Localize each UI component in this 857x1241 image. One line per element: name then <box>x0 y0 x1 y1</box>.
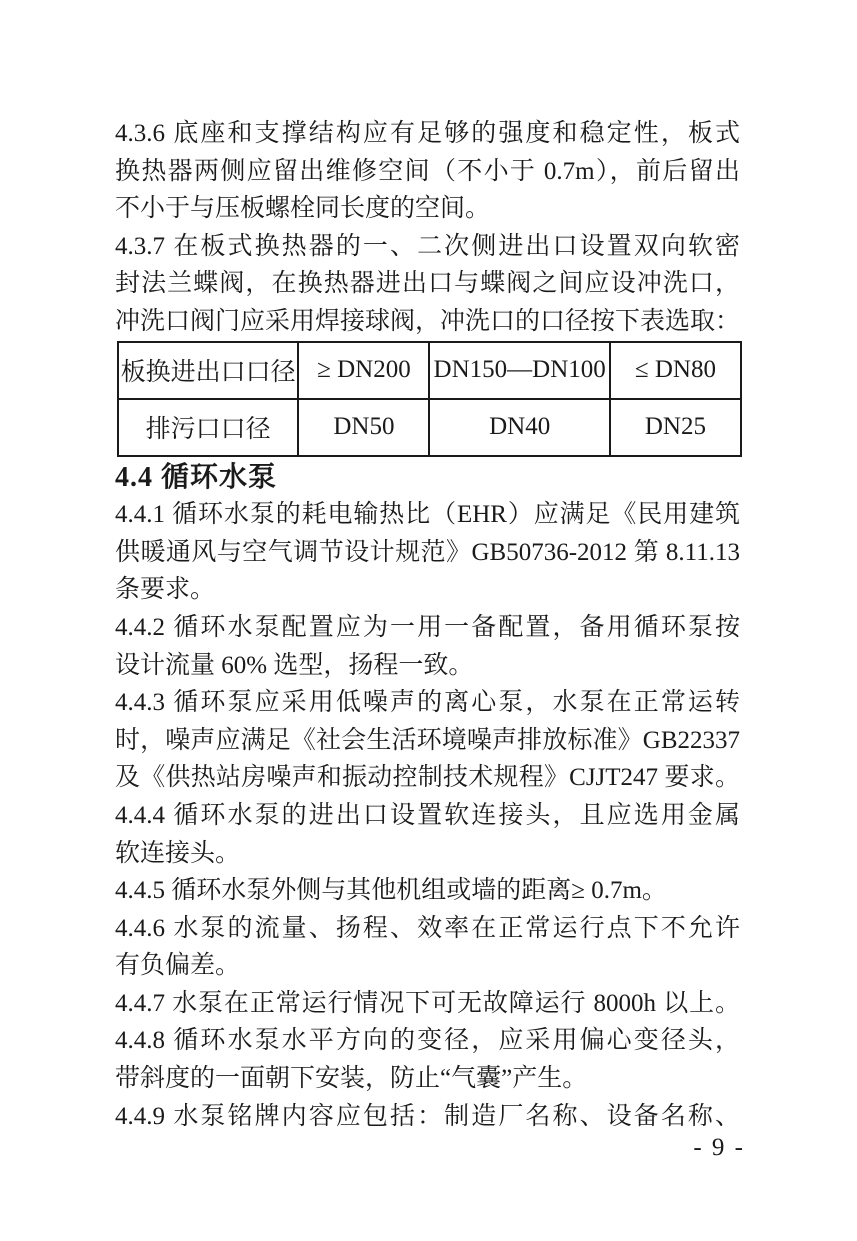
text-line: 4.4.7 水泵在正常运行情况下可无故障运行 8000h 以上。 <box>115 989 740 1017</box>
text-line: 软连接头。 <box>115 839 241 867</box>
table-cell: DN40 <box>429 399 609 456</box>
text-line: 4.4.8 循环水泵水平方向的变径，应采用偏心变径头， <box>115 1027 740 1055</box>
table-row <box>118 399 741 456</box>
text-line: 换热器两侧应留出维修空间（不小于 0.7m），前后留出 <box>115 157 740 185</box>
paragraph-4-4-6 <box>115 910 740 985</box>
table-cell: DN50 <box>298 399 429 456</box>
text-line: 设计流量 60% 选型，扬程一致。 <box>115 651 474 679</box>
paragraph-4-3-7 <box>115 228 740 341</box>
text-line: 冲洗口阀门应采用焊接球阀，冲洗口的口径按下表选取： <box>115 307 740 335</box>
table-cell: ≤ DN80 <box>610 342 741 399</box>
section-heading-4-4: 4.4 循环水泵 <box>115 461 278 493</box>
text-line: 4.4.5 循环水泵外侧与其他机组或墙的距离≥ 0.7m。 <box>115 877 667 905</box>
table-cell: DN150—DN100 <box>429 342 609 399</box>
paragraph-4-4-1 <box>115 496 740 609</box>
paragraph-4-4-5 <box>115 872 740 910</box>
paragraph-4-4-7 <box>115 985 740 1023</box>
text-line: 4.4.9 水泵铭牌内容应包括：制造厂名称、设备名称、 <box>115 1102 740 1130</box>
table-cell: ≥ DN200 <box>298 342 429 399</box>
table-cell: DN25 <box>610 399 741 456</box>
text-line: 4.4.3 循环泵应采用低噪声的离心泵，水泵在正常运转 <box>115 689 740 717</box>
paragraph-4-3-6 <box>115 115 740 228</box>
text-line: 时，噪声应满足《社会生活环境噪声排放标准》GB22337 <box>115 726 740 754</box>
paragraph-4-4-4 <box>115 797 740 872</box>
text-line: 带斜度的一面朝下安装，防止“气囊”产生。 <box>115 1065 588 1093</box>
text-line: 条要求。 <box>115 576 216 604</box>
text-line: 不小于与压板螺栓同长度的空间。 <box>115 195 491 223</box>
paragraph-4-4-3 <box>115 684 740 797</box>
text-line: 4.4.1 循环水泵的耗电输热比（EHR）应满足《民用建筑 <box>115 501 740 529</box>
page-number: - 9 - <box>693 1134 745 1161</box>
text-line: 封法兰蝶阀，在换热器进出口与蝶阀之间应设冲洗口， <box>115 270 740 298</box>
text-line: 供暖通风与空气调节设计规范》GB50736-2012 第 8.11.13 <box>115 538 740 566</box>
text-line: 4.3.7 在板式换热器的一、二次侧进出口设置双向软密 <box>115 232 740 260</box>
flush-port-diameter-table <box>117 341 742 457</box>
text-line: 4.3.6 底座和支撑结构应有足够的强度和稳定性，板式 <box>115 120 740 147</box>
text-line: 4.4.2 循环水泵配置应为一用一备配置，备用循环泵按 <box>115 613 740 641</box>
document-content <box>115 115 740 1135</box>
text-line: 4.4.4 循环水泵的进出口设置软连接头，且应选用金属 <box>115 801 740 829</box>
text-line: 4.4.6 水泵的流量、扬程、效率在正常运行点下不允许 <box>115 914 740 942</box>
paragraph-4-4-9 <box>115 1098 740 1136</box>
table-cell: 板换进出口口径 <box>118 342 298 399</box>
text-line: 及《供热站房噪声和振动控制技术规程》CJJT247 要求。 <box>115 764 740 792</box>
paragraph-4-4-2 <box>115 609 740 684</box>
table-row <box>118 342 741 399</box>
text-line: 有负偏差。 <box>115 952 241 980</box>
paragraph-4-4-8 <box>115 1022 740 1097</box>
table-cell: 排污口口径 <box>118 399 298 456</box>
